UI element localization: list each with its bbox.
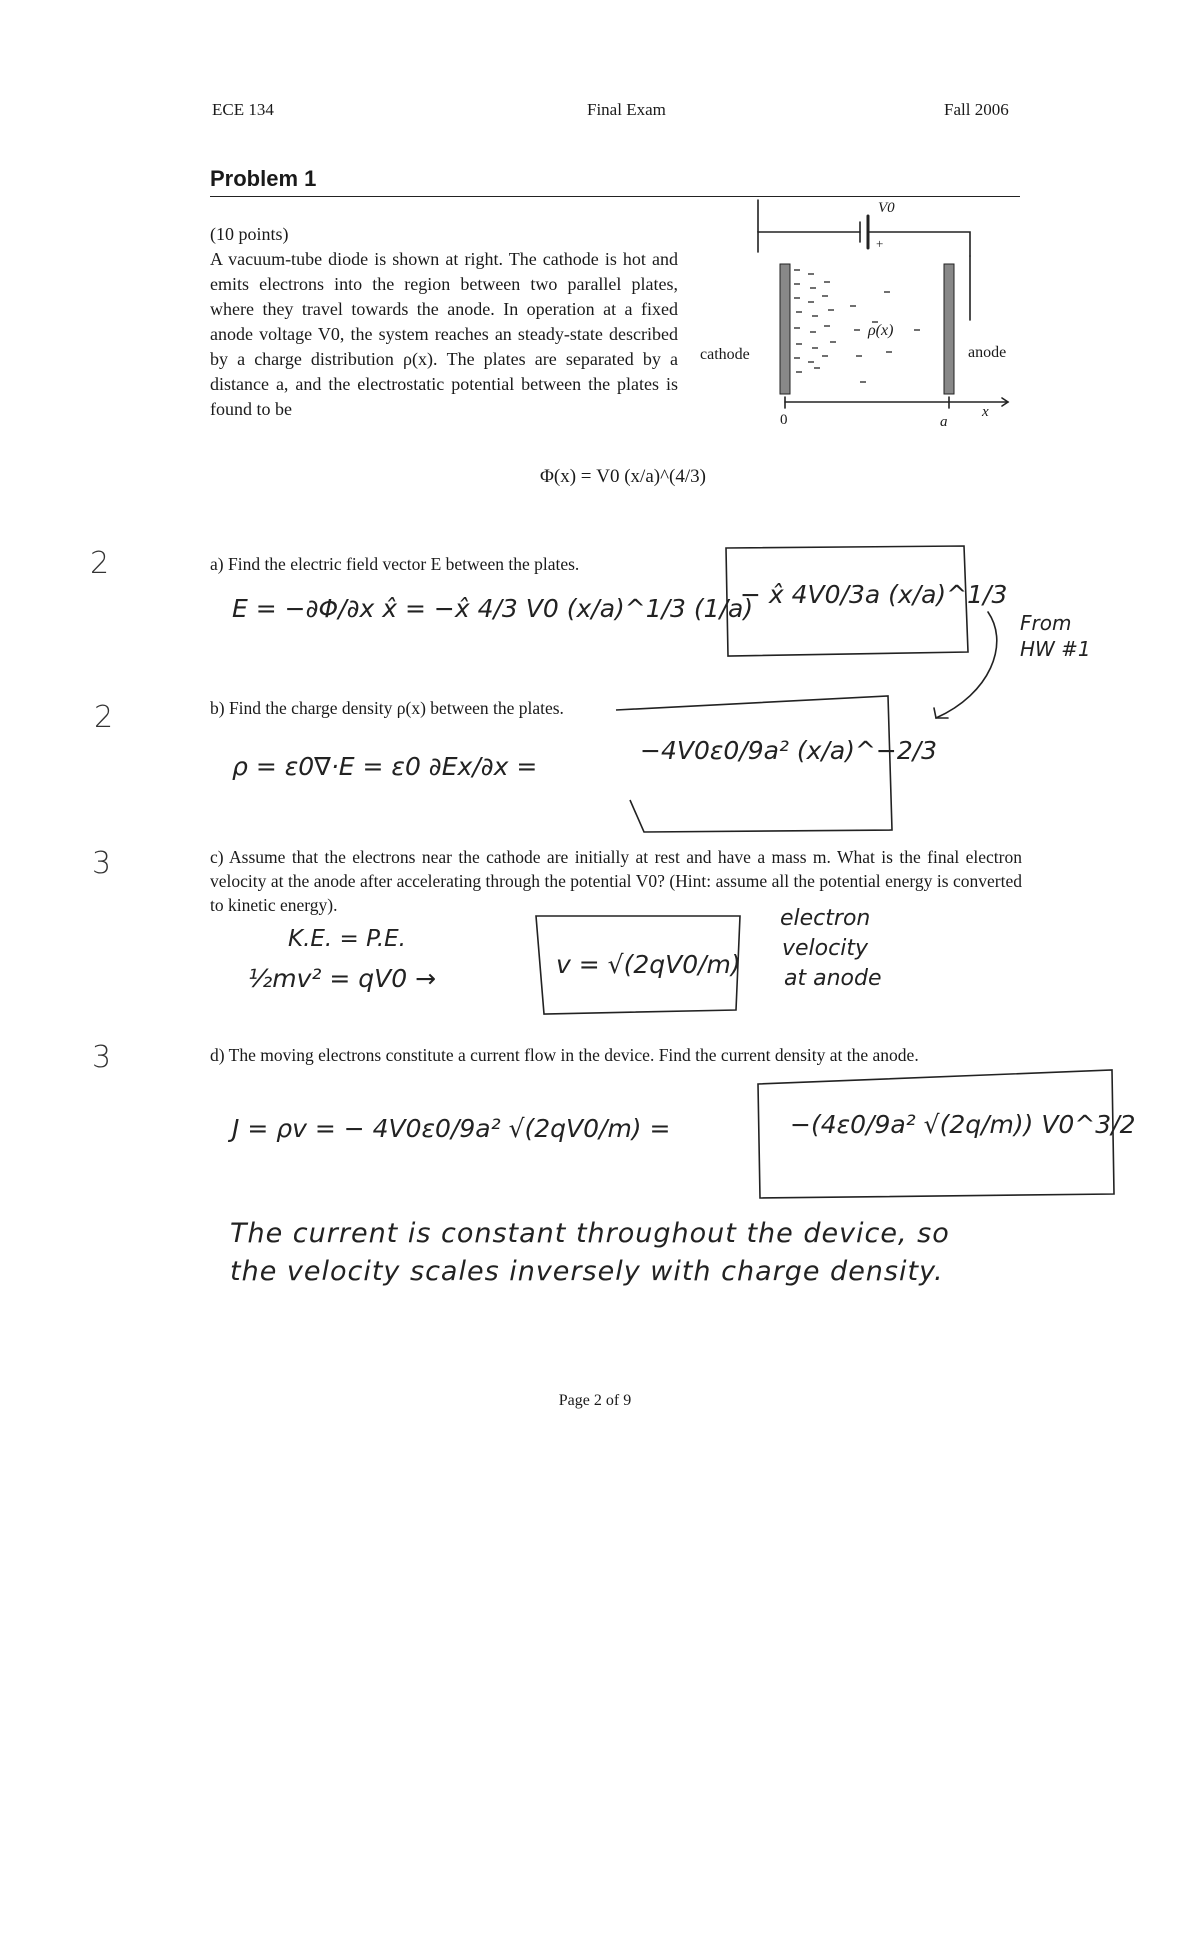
- origin-label: 0: [780, 412, 788, 428]
- diode-diagram: [690, 200, 1030, 440]
- comment-d-1: The current is constant throughout the device, so: [230, 1218, 950, 1249]
- exam-term: Fall 2006: [944, 100, 1009, 119]
- plus-sign: +: [876, 236, 884, 251]
- work-b: ρ = ε0∇·E = ε0 ∂Ex/∂x =: [232, 752, 538, 781]
- potential-equation: Φ(x) = V0 (x/a)^(4/3): [540, 466, 706, 487]
- note-c-3: at anode: [784, 966, 882, 991]
- score-b: 2: [94, 700, 114, 735]
- anode-plate: [944, 264, 954, 394]
- course-code: ECE 134: [212, 100, 274, 119]
- prompt-a: a) Find the electric field vector E between the plates.: [210, 554, 580, 574]
- problem-intro: [210, 222, 678, 422]
- x-label: x: [982, 404, 989, 420]
- rho-label: ρ(x): [868, 322, 894, 339]
- comment-d-2: the velocity scales inversely with charge density.: [230, 1256, 944, 1287]
- wire-left: [758, 232, 860, 252]
- work-a: E = −∂Φ/∂x x̂ = −x̂ 4/3 V0 (x/a)^1/3 (1/a): [232, 594, 754, 623]
- answer-d: −(4ε0/9a² √(2q/m)) V0^3/2: [790, 1110, 1136, 1139]
- voltage-label: V0: [878, 200, 895, 216]
- problem-title: Problem 1: [210, 166, 317, 191]
- score-a: 2: [90, 546, 110, 581]
- title-rule: [210, 196, 1020, 197]
- exam-title: Final Exam: [587, 100, 666, 119]
- note-c-1: electron: [780, 906, 871, 931]
- score-d: 3: [92, 1040, 112, 1075]
- points-label: (10 points): [210, 224, 289, 244]
- work-c-1: K.E. = P.E.: [288, 926, 406, 952]
- prompt-b: b) Find the charge density ρ(x) between the plates.: [210, 698, 564, 718]
- note-a: From HW #1: [1020, 611, 1091, 661]
- a-label: a: [940, 414, 948, 430]
- prompt-c: c) Assume that the electrons near the cathode are initially at rest and have a mass m. What is the final electron velocity at the anode after accelerating through the potential V0? (Hint: assume all the potential energy is converted to kinetic energy).: [210, 847, 1022, 915]
- answer-box-b: [612, 690, 902, 840]
- note-c-2: velocity: [782, 936, 868, 961]
- answer-b: −4V0ε0/9a² (x/a)^−2/3: [640, 736, 938, 765]
- answer-a: − x̂ 4V0/3a (x/a)^1/3: [740, 580, 1008, 609]
- page-number: Page 2 of 9: [558, 1392, 632, 1409]
- intro-text: A vacuum-tube diode is shown at right. The cathode is hot and emits electrons into the region between two parallel plates, where they travel towards the anode. In operation at a fixed anode voltage V0, the system reaches an steady-state described by a charge distribution ρ(x). The plates are separated by a distance a, and the electrostatic potential between the plates is found to be: [210, 249, 678, 419]
- answer-c: v = √(2qV0/m): [556, 950, 741, 979]
- cathode-label: cathode: [700, 346, 750, 363]
- electron-charges: [794, 270, 920, 382]
- work-d: J = ρv = − 4V0ε0/9a² √(2qV0/m) =: [232, 1114, 671, 1143]
- cathode-plate: [780, 264, 790, 394]
- work-c-2: ½mv² = qV0 →: [248, 964, 437, 993]
- prompt-d: d) The moving electrons constitute a current flow in the device. Find the current density at the anode.: [210, 1045, 919, 1065]
- arrow-from-hw: [930, 604, 1040, 724]
- score-c: 3: [92, 846, 112, 881]
- anode-label: anode: [968, 344, 1007, 361]
